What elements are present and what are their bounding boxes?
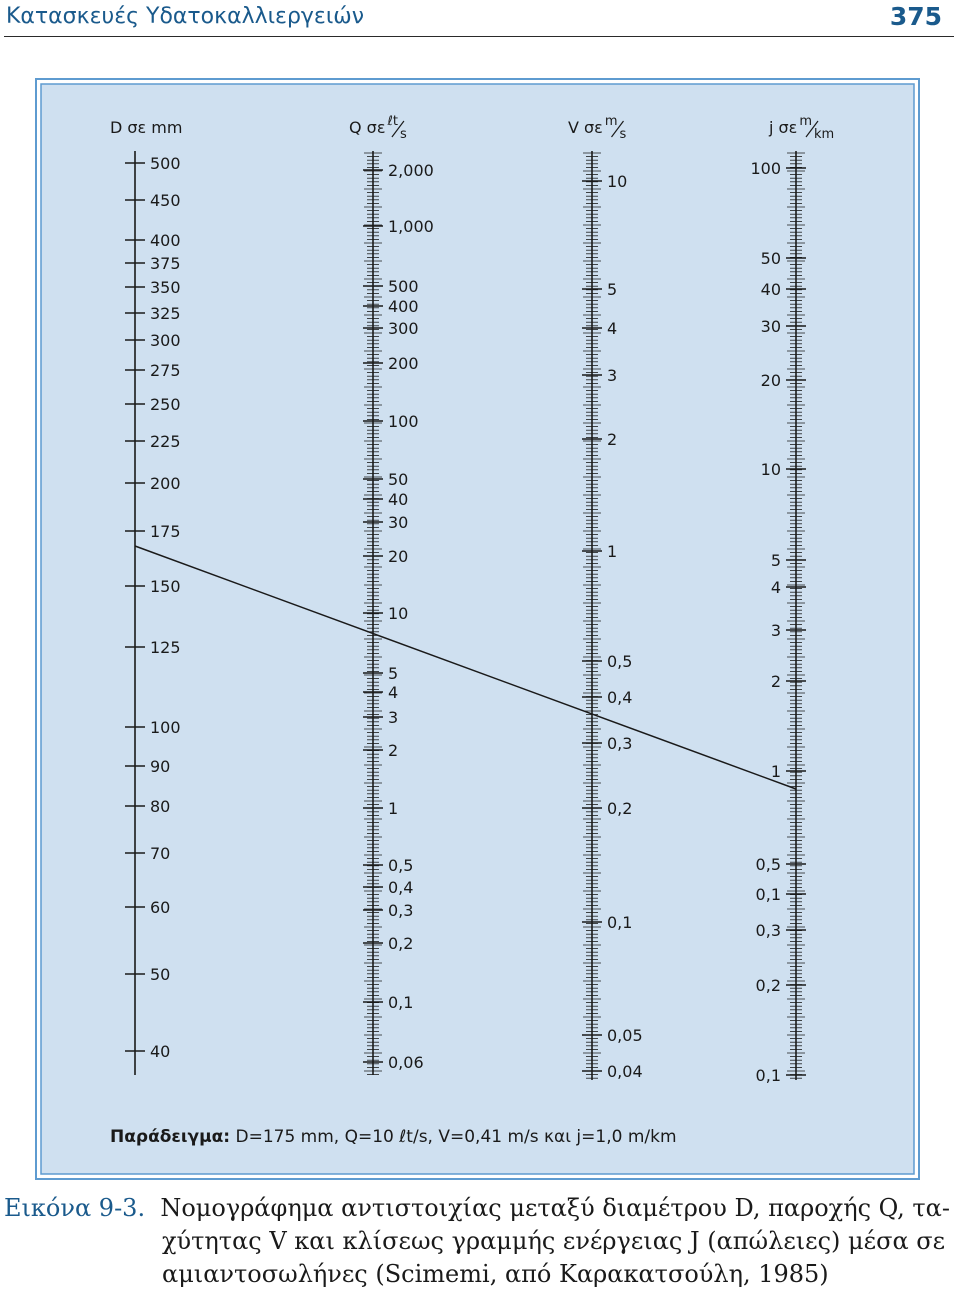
tick-label: 20 [388, 547, 409, 566]
tick-label: 1 [607, 542, 618, 561]
axis-q-unit-denominator: s [399, 127, 407, 142]
tick-label: 3 [770, 621, 781, 640]
tick-label: 125 [150, 638, 181, 657]
tick-label: 3 [388, 708, 399, 727]
tick-label: 5 [607, 280, 618, 299]
tick-label: 0,1 [755, 1066, 781, 1085]
tick-label: 10 [607, 172, 628, 191]
tick-label: 90 [150, 757, 171, 776]
tick-label: 100 [750, 159, 781, 178]
axis-q-unit-numerator: ℓt [387, 114, 398, 129]
tick-label: 5 [388, 664, 399, 683]
tick-label: 5 [770, 551, 781, 570]
axis-j-unit-denominator: km [814, 127, 835, 142]
tick-label: 80 [150, 797, 171, 816]
tick-label: 150 [150, 577, 181, 596]
tick-label: 50 [760, 249, 781, 268]
tick-label: 0,5 [388, 856, 414, 875]
tick-label: 50 [388, 470, 409, 489]
tick-label: 500 [150, 154, 181, 173]
tick-label: 2 [770, 672, 781, 691]
tick-label: 225 [150, 432, 181, 451]
tick-label: 0,3 [388, 901, 414, 920]
tick-label: 500 [388, 277, 419, 296]
tick-label: 2,000 [388, 161, 434, 180]
tick-label: 50 [150, 965, 171, 984]
page-number: 375 [889, 2, 942, 31]
tick-label: 0,06 [388, 1053, 424, 1072]
tick-label: 0,5 [755, 855, 781, 874]
tick-label: 40 [388, 490, 409, 509]
tick-label: 300 [150, 331, 181, 350]
example-label: Παράδειγμα: [110, 1127, 231, 1147]
running-title: Κατασκευές Υδατοκαλλιεργειών [6, 4, 364, 29]
tick-label: 60 [150, 898, 171, 917]
axis-d-title: D σε mm [110, 118, 183, 137]
tick-label: 200 [150, 474, 181, 493]
tick-label: 450 [150, 191, 181, 210]
tick-label: 300 [388, 319, 419, 338]
tick-label: 325 [150, 304, 181, 323]
tick-label: 0,5 [607, 652, 633, 671]
tick-label: 350 [150, 278, 181, 297]
tick-label: 1 [388, 799, 399, 818]
tick-label: 2 [388, 741, 399, 760]
tick-label: 20 [760, 371, 781, 390]
caption-line-1 [4, 1192, 956, 1225]
tick-label: 0,3 [755, 921, 781, 940]
tick-label: 4 [770, 578, 781, 597]
tick-label: 0,04 [607, 1062, 643, 1081]
nomogram [35, 78, 920, 1180]
tick-label: 10 [388, 604, 409, 623]
tick-label: 2 [607, 430, 618, 449]
tick-label: 40 [150, 1042, 171, 1061]
tick-label: 100 [150, 718, 181, 737]
tick-label: 0,1 [388, 993, 414, 1012]
tick-label: 30 [760, 317, 781, 336]
tick-label: 250 [150, 395, 181, 414]
tick-label: 400 [388, 297, 419, 316]
tick-label: 4 [607, 319, 618, 338]
tick-label: 400 [150, 231, 181, 250]
header-rule [4, 36, 954, 37]
nomogram-panel [35, 78, 920, 1180]
tick-label: 1 [770, 762, 781, 781]
tick-label: 0,4 [388, 878, 414, 897]
tick-label: 275 [150, 361, 181, 380]
tick-label: 0,05 [607, 1026, 643, 1045]
tick-label: 40 [760, 280, 781, 299]
tick-label: 70 [150, 844, 171, 863]
tick-label: 0,4 [607, 688, 633, 707]
tick-label: 375 [150, 254, 181, 273]
axis-v-unit-numerator: m [604, 114, 618, 129]
tick-label: 175 [150, 522, 181, 541]
tick-label: 0,1 [755, 885, 781, 904]
axis-j-unit-numerator: m [799, 114, 812, 129]
tick-label: 0,2 [755, 976, 781, 995]
tick-label: 30 [388, 513, 409, 532]
example-values: D=175 mm, Q=10 ℓt/s, V=0,41 m/s και j=1,0 m/km [230, 1127, 677, 1147]
tick-label: 10 [760, 460, 781, 479]
axis-v-title: V σε [568, 118, 603, 137]
running-header [0, 0, 960, 40]
caption-line-2: χύτητας V και κλίσεως γραμμής ενέργειας J (απώλειες) μέσα σε [162, 1227, 946, 1255]
tick-label: 4 [388, 683, 399, 702]
caption-label: Εικόνα 9-3. [4, 1194, 146, 1222]
axis-v-unit-denominator: s [619, 127, 627, 142]
caption-text-1: Νομογράφημα αντιστοιχίας μεταξύ διαμέτρου D, παροχής Q, τα- [160, 1194, 950, 1222]
tick-label: 0,3 [607, 734, 633, 753]
example-text [110, 1127, 677, 1147]
tick-label: 0,1 [607, 913, 633, 932]
tick-label: 1,000 [388, 217, 434, 236]
tick-label: 0,2 [607, 799, 633, 818]
tick-label: 100 [388, 412, 419, 431]
axis-q-title: Q σε [349, 118, 386, 137]
tick-label: 200 [388, 354, 419, 373]
tick-label: 3 [607, 366, 618, 385]
figure-caption [4, 1192, 956, 1291]
axis-j-title: j σε [769, 118, 798, 137]
tick-label: 0,2 [388, 934, 414, 953]
caption-line-3: αμιαντοσωλήνες (Scimemi, από Καρακατσούλη, 1985) [162, 1260, 829, 1288]
